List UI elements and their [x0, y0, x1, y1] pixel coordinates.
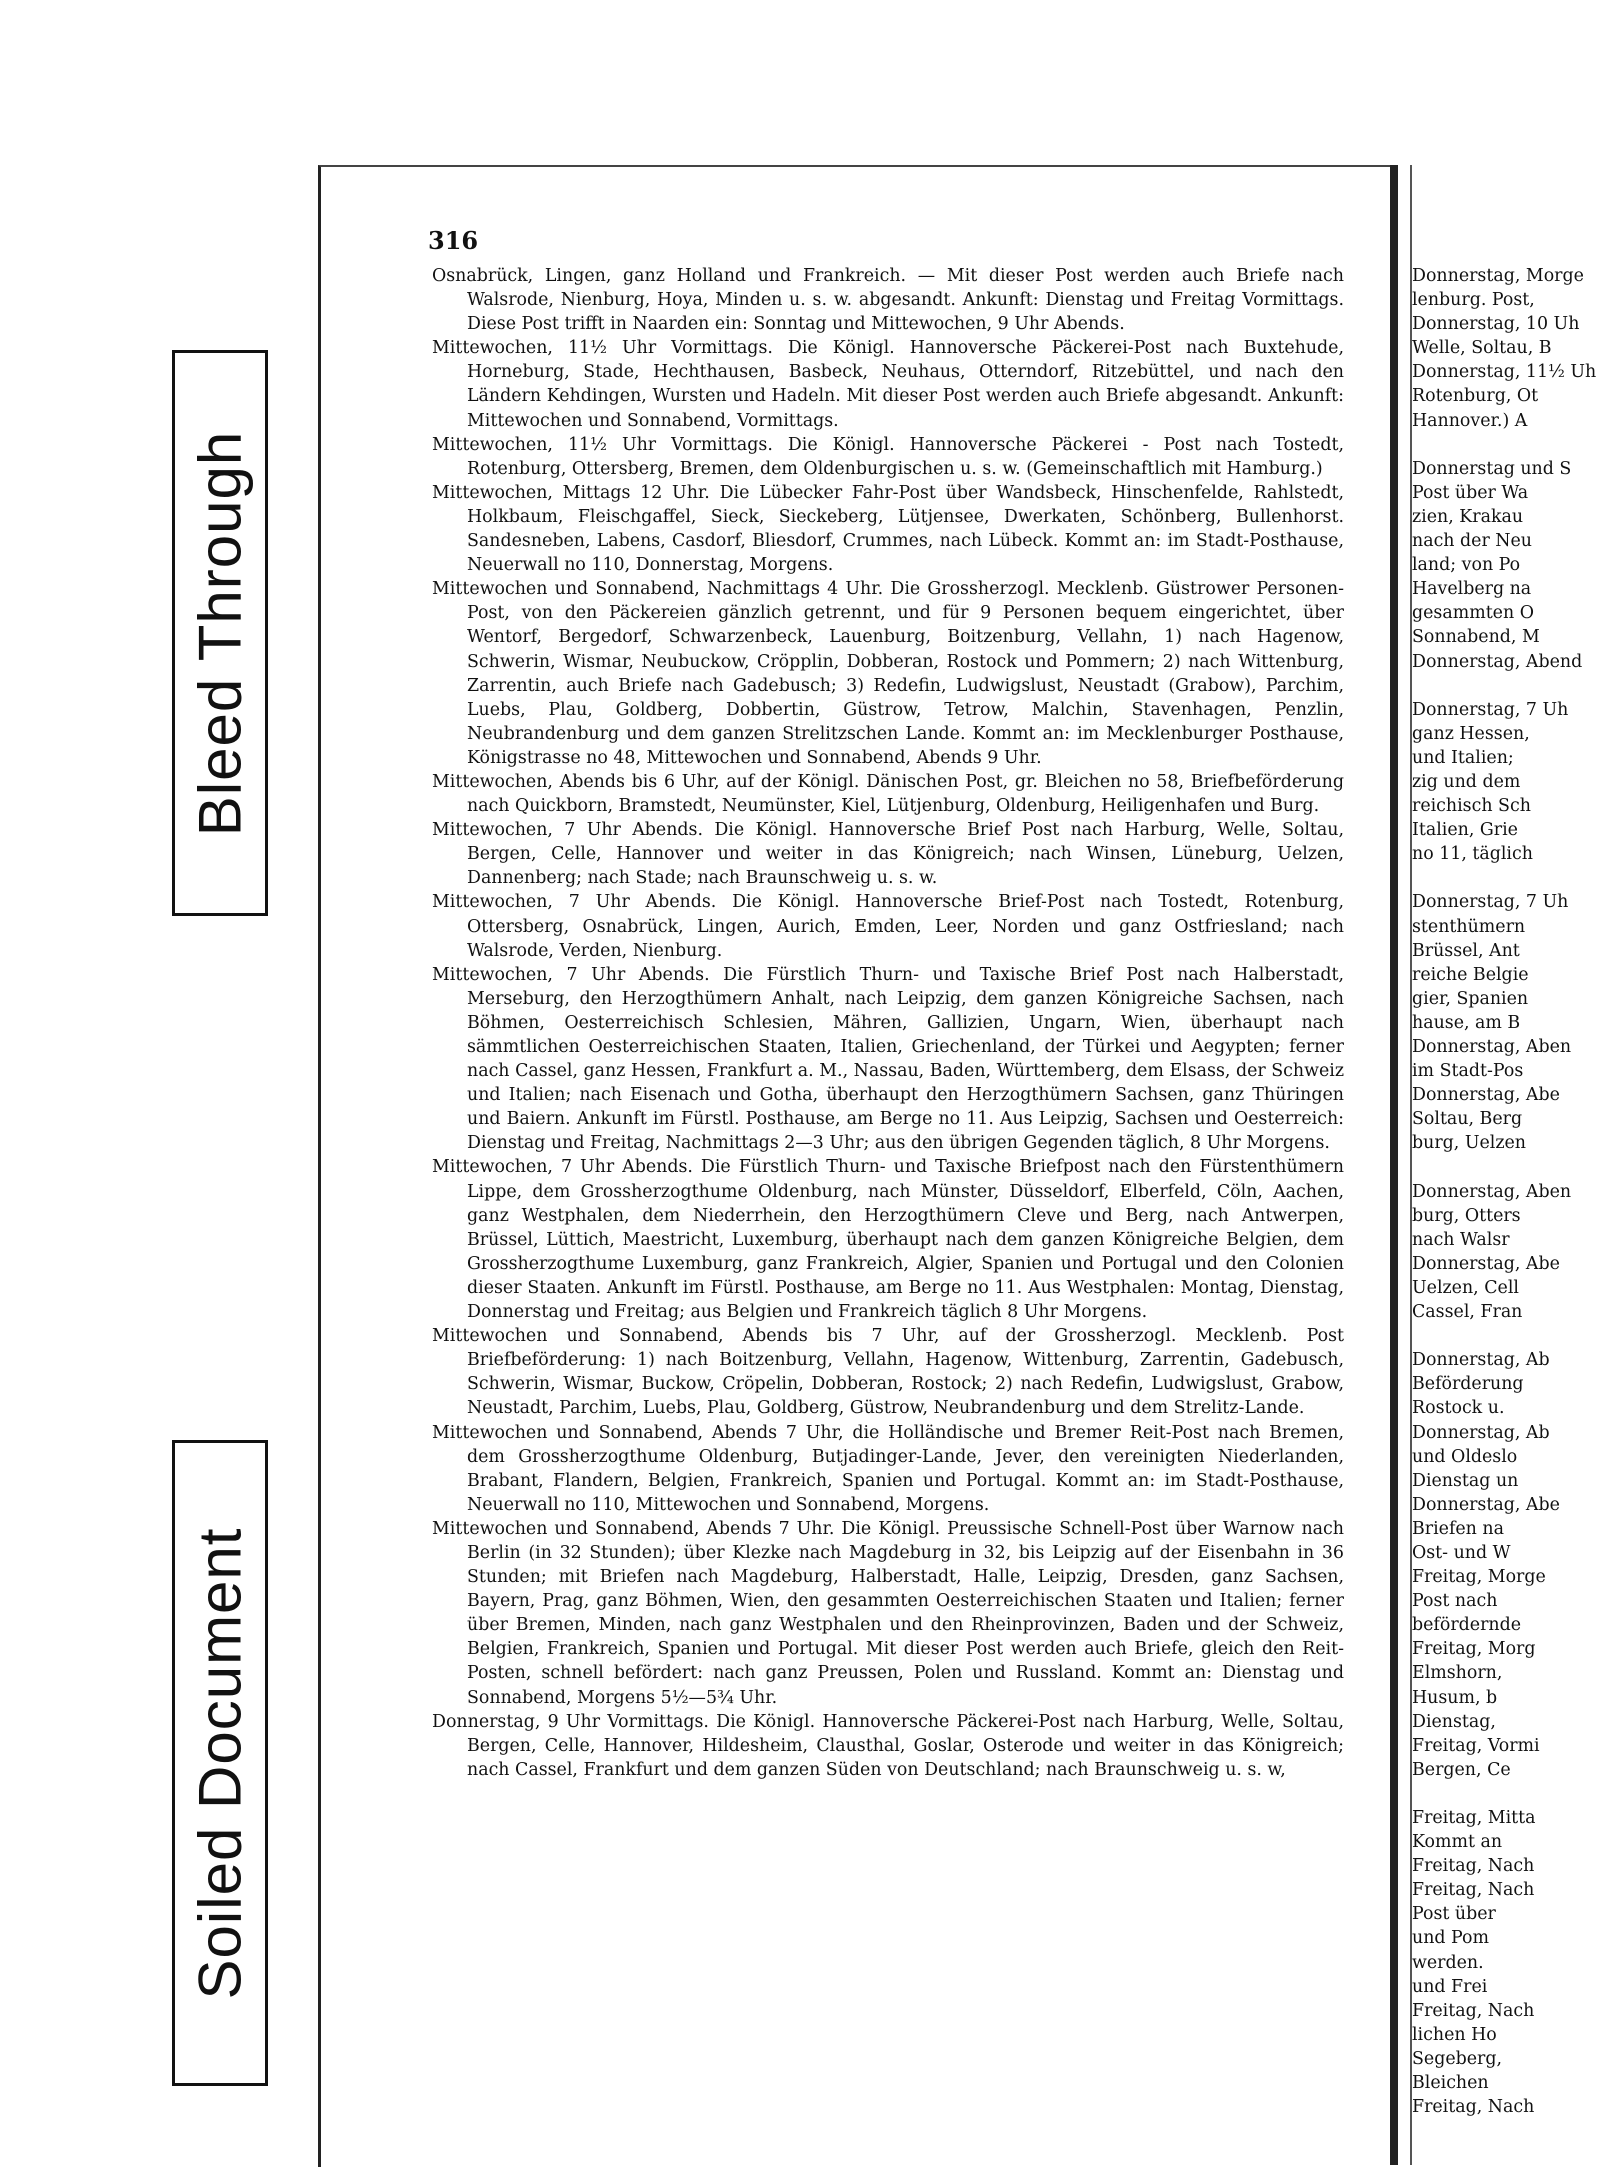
schedule-entry: Mittewochen, 11½ Uhr Vormittags. Die Königl. Hannoversche Päckerei - Post nach Tostedt, Rotenburg, Ottersberg, Bremen, dem Oldenburgischen u. s. w. (Gemeinschaftlich mit Hamburg.) [432, 434, 1344, 479]
right-page-line: no 11, täglich [1412, 844, 1533, 865]
bleed-through-label [172, 350, 268, 916]
right-page-line: Donnerstag, 10 Uh [1412, 314, 1580, 335]
bleed-through-text: Bleed Through [186, 430, 254, 836]
right-page-line: gier, Spanien [1412, 988, 1529, 1009]
right-page-line: ganz Hessen, [1412, 723, 1530, 744]
right-page-line: Donnerstag, Ab [1412, 1422, 1550, 1443]
right-page-line: Donnerstag, Aben [1412, 1037, 1572, 1057]
schedule-entry: Mittewochen und Sonnabend, Abends 7 Uhr, die Holländische und Bremer Reit-Post nach Bremen, dem Grossherzogthume Oldenburg, Butjadinger-Lande, Jever, den vereinigten Niederlanden, Brabant, Flandern, Belgien, Frankreich, Spanien und Portugal. Kommt an: im Stadt-Posthause, Neuerwall no 110, Mittewochen und Sonnabend, Morgens. [432, 1422, 1344, 1515]
right-page-line: Welle, Soltau, B [1412, 338, 1552, 359]
right-page-line: reiche Belgie [1412, 964, 1529, 985]
right-page-line: und Oldeslo [1412, 1446, 1518, 1467]
right-page-line: Freitag, Mitta [1412, 1808, 1536, 1828]
right-page-line: reichisch Sch [1412, 796, 1531, 817]
right-page-line: Freitag, Nach [1412, 1856, 1535, 1877]
right-page-line: Donnerstag, Abe [1412, 1494, 1560, 1515]
right-page-line: Havelberg na [1412, 579, 1532, 600]
right-page-line: Freitag, Morge [1412, 1567, 1546, 1588]
right-page-line: Kommt an [1412, 1832, 1503, 1853]
right-page-line: Segeberg, [1412, 2048, 1503, 2069]
right-page-line: Soltau, Berg [1412, 1109, 1523, 1130]
right-page-line: Freitag, Vormi [1412, 1735, 1540, 1756]
right-page-line: lenburg. Post, [1412, 290, 1535, 311]
schedule-entry: Mittewochen und Sonnabend, Abends 7 Uhr. Die Königl. Preussische Schnell-Post über Warnow nach Berlin (in 32 Stunden); über Klezke nach Magdeburg in 32, bis Leipzig auf der Eisenbahn in 36 Stunden; mit Briefen nach Magdeburg, Halberstadt, Halle, Leipzig, Dresden, ganz Sachsen, Bayern, Prag, ganz Böhmen, Wien, den gesammten Oesterreichischen Staaten und Italien; ferner über Bremen, Minden, nach ganz Westphalen und den Rheinprovinzen, Baden und der Schweiz, Belgien, Frankreich, Spanien und Portugal. Mit dieser Post werden auch Briefe, gleich den Reit-Posten, schnell befördert: nach ganz Preussen, Polen und Russland. Kommt an: Dienstag und Sonnabend, Morgens 5½—5¾ Uhr. [432, 1518, 1344, 1708]
right-page-line: Freitag, Nach [1412, 2000, 1535, 2021]
right-page-line [1412, 1782, 1600, 1806]
right-page-line: Husum, b [1412, 1687, 1498, 1708]
right-page-line: Donnerstag, 11½ Uh [1412, 362, 1597, 383]
right-page-line: burg, Uelzen [1412, 1133, 1526, 1154]
schedule-entry: Mittewochen und Sonnabend, Nachmittags 4 Uhr. Die Grossherzogl. Mecklenb. Güstrower Personen-Post, von den Päckereien gänzlich getrennt, und für 9 Personen bequem eingerichtet, über Wentorf, Bergedorf, Schwarzenbeck, Lauenburg, Boitzenburg, Vellahn, 1) nach Hagenow, Schwerin, Wismar, Neubuckow, Cröpplin, Dobberan, Rostock und Pommern; 2) nach Wittenburg, Zarrentin, auch Briefe nach Gadebusch; 3) Redefin, Ludwigslust, Neustadt (Grabow), Parchim, Luebs, Plau, Goldberg, Dobbertin, Güstrow, Tetrow, Malchin, Stavenhagen, Penzlin, Neubrandenburg und dem ganzen Strelitzschen Lande. Kommt an: im Mecklenburger Posthause, Königstrasse no 48, Mittewochen und Sonnabend, Abends 9 Uhr. [432, 579, 1344, 768]
right-page-line: Donnerstag, 7 Uh [1412, 699, 1569, 720]
right-page-line: Hannover.) A [1412, 410, 1528, 431]
book-gutter [1390, 165, 1398, 2165]
right-page-line: Freitag, Nach [1412, 1880, 1535, 1901]
right-page-line: Donnerstag, Ab [1412, 1350, 1550, 1371]
right-page-line [1412, 1324, 1600, 1348]
soiled-document-label [172, 1440, 268, 2086]
schedule-entry: Mittewochen, 7 Uhr Abends. Die Fürstlich Thurn- und Taxische Brief Post nach Halberstadt, Merseburg, den Herzogthümern Anhalt, nach Leipzig, dem ganzen Königreiche Sachsen, nach Böhmen, Oesterreichisch Schlesien, Mähren, Gallizien, Ungarn, Wien, überhaupt nach sämmtlichen Oesterreichischen Staaten, Italien, Griechenland, der Türkei und Aegypten; ferner nach Cassel, ganz Hessen, Frankfurt a. M., Nassau, Baden, Württemberg, dem Elsass, der Schweiz und Italien; nach Eisenach und Gotha, überhaupt den Herzogthümern Sachsen, ganz Thüringen und Baiern. Ankunft im Fürstl. Posthause, am Berge no 11. Aus Leipzig, Sachsen und Oesterreich: Dienstag und Freitag, Nachmittags 2—3 Uhr; aus den übrigen Gegenden täglich, 8 Uhr Morgens. [432, 964, 1344, 1154]
right-page-line: Dienstag un [1412, 1470, 1519, 1491]
right-page-line: Bergen, Ce [1412, 1759, 1511, 1780]
right-page-line: Donnerstag, Abe [1412, 1085, 1560, 1106]
schedule-entry: Donnerstag, 9 Uhr Vormittags. Die Königl. Hannoversche Päckerei-Post nach Harburg, Welle, Soltau, Bergen, Celle, Hannover, Hildesheim, Clausthal, Goslar, Osterode und weiter in das Königreich; nach Cassel, Frankfurt und dem ganzen Süden von Deutschland; nach Braunschweig u. s. w, [432, 1711, 1344, 1780]
schedule-entry: Osnabrück, Lingen, ganz Holland und Frankreich. — Mit dieser Post werden auch Briefe nach Walsrode, Nienburg, Hoya, Minden u. s. w. abgesandt. Ankunft: Dienstag und Freitag Vormittags. Diese Post trifft in Naarden ein: Sonntag und Mittewochen, 9 Uhr Abends. [432, 266, 1344, 335]
right-page-line: Briefen na [1412, 1518, 1504, 1539]
right-page-line [1412, 1155, 1600, 1179]
right-page-line: Italien, Grie [1412, 820, 1518, 841]
right-page-line: Donnerstag, Morge [1412, 266, 1584, 286]
schedule-entry: Mittewochen, Abends bis 6 Uhr, auf der Königl. Dänischen Post, gr. Bleichen no 58, Briefbeförderung nach Quickborn, Bramstedt, Neumünster, Kiel, Lütjenburg, Oldenburg, Heiligenhafen und Burg. [432, 771, 1344, 817]
right-page-line: Beförderung [1412, 1374, 1524, 1395]
right-page-line [1412, 866, 1600, 890]
right-page-line: Donnerstag und S [1412, 458, 1572, 479]
schedule-entry: Mittewochen, 7 Uhr Abends. Die Königl. Hannoversche Brief Post nach Harburg, Welle, Soltau, Bergen, Celle, Hannover und weiter in das Königreich; nach Winsen, Lüneburg, Uelzen, Dannenberg; nach Stade; nach Braunschweig u. s. w. [432, 820, 1344, 889]
right-page-line: zig und dem [1412, 771, 1521, 792]
schedule-entry: Mittewochen, 7 Uhr Abends. Die Königl. Hannoversche Brief-Post nach Tostedt, Rotenburg, Ottersberg, Osnabrück, Lingen, Aurich, Emden, Leer, Norden und ganz Ostfriesland; nach Walsrode, Verden, Nienburg. [432, 892, 1344, 961]
right-page-line: befördernde [1412, 1615, 1522, 1636]
right-page-line: Donnerstag, Abend [1412, 651, 1583, 672]
right-page-line: Sonnabend, M [1412, 627, 1540, 648]
schedule-entry: Mittewochen und Sonnabend, Abends bis 7 Uhr, auf der Grossherzogl. Mecklenb. Post Briefbeförderung: 1) nach Boitzenburg, Vellahn, Hagenow, Wittenburg, Zarrentin, Gadebusch, Schwerin, Wismar, Buckow, Cröpelin, Dobberan, Rostock; 2) nach Redefin, Ludwigslust, Grabow, Neustadt, Parchim, Luebs, Plau, Goldberg, Güstrow, Neubrandenburg und dem Strelitz-Lande. [432, 1326, 1344, 1419]
right-page-line: Elmshorn, [1412, 1663, 1503, 1684]
right-page-line: und Frei [1412, 1976, 1488, 1997]
right-page-line: Donnerstag, Abe [1412, 1253, 1560, 1274]
right-page-line: lichen Ho [1412, 2024, 1497, 2045]
right-page-line: Freitag, Nach [1412, 2097, 1535, 2118]
right-page-line: werden. [1412, 1952, 1484, 1973]
right-page-line: Rostock u. [1412, 1398, 1505, 1419]
right-page-line: nach der Neu [1412, 531, 1533, 552]
right-page-line: nach Walsr [1412, 1229, 1510, 1250]
right-page-line: Cassel, Fran [1412, 1302, 1523, 1323]
right-page-line: Dienstag, [1412, 1711, 1496, 1732]
right-page-line: Rotenburg, Ot [1412, 386, 1539, 407]
right-page-line: zien, Krakau [1412, 506, 1524, 527]
page-number: 316 [428, 226, 479, 255]
right-page-line: Donnerstag, 7 Uh [1412, 892, 1569, 913]
schedule-entry: Mittewochen, 7 Uhr Abends. Die Fürstlich Thurn- und Taxische Briefpost nach den Fürstenthümern Lippe, dem Grossherzogthume Oldenburg, nach Münster, Düsseldorf, Elberfeld, Cöln, Aachen, ganz Westphalen, dem Niederrhein, den Herzogthümern Cleve und Berg, nach Antwerpen, Brüssel, Lüttich, Maestricht, Luxemburg, überhaupt nach dem ganzen Königreiche Belgien, dem Grossherzogthume Luxemburg, ganz Frankreich, Algier, Spanien und Portugal und den Colonien dieser Staaten. Ankunft im Fürstl. Posthause, am Berge no 11. Aus Westphalen: Montag, Dienstag, Donnerstag und Freitag; aus Belgien und Frankreich täglich 8 Uhr Morgens. [432, 1157, 1344, 1323]
right-page-line: im Stadt-Pos [1412, 1061, 1524, 1082]
schedule-entry: Mittewochen, Mittags 12 Uhr. Die Lübecker Fahr-Post über Wandsbeck, Hinschenfelde, Rahlstedt, Holkbaum, Fleischgaffel, Sieck, Sieckeberg, Lütjensee, Dwerkaten, Schönberg, Bullenhorst. Sandesneben, Labens, Casdorf, Bliesdorf, Crummes, nach Lübeck. Kommt an: im Stadt-Posthause, Neuerwall no 110, Donnerstag, Morgens. [432, 482, 1344, 576]
right-page-line: gesammten O [1412, 603, 1534, 624]
schedule-entry: Mittewochen, 11½ Uhr Vormittags. Die Königl. Hannoversche Päckerei-Post nach Buxtehude, Horneburg, Stade, Hechthausen, Basbeck, Neuhaus, Otterndorf, Ritzebüttel, und nach den Ländern Kehdingen, Wursten und Hadeln. Mit dieser Post werden auch Briefe abgesandt. Ankunft: Mittewochen und Sonnabend, Vormittags. [432, 338, 1344, 431]
right-page-line: Uelzen, Cell [1412, 1277, 1519, 1298]
right-page-text [1412, 264, 1600, 2119]
right-page-line: Freitag, Morg [1412, 1639, 1536, 1660]
right-page-line: Brüssel, Ant [1412, 940, 1520, 961]
right-page-line: Post nach [1412, 1591, 1498, 1612]
post-schedule-text [432, 264, 1344, 1782]
soiled-document-text: Soiled Document [186, 1527, 254, 1999]
right-page-line: Post über Wa [1412, 482, 1529, 503]
right-page-line: Ost- und W [1412, 1542, 1511, 1563]
right-page-line: Bleichen [1412, 2073, 1489, 2094]
right-page-line: und Pom [1412, 1928, 1490, 1949]
right-page-line [1412, 433, 1600, 457]
right-page-line: burg, Otters [1412, 1205, 1521, 1226]
right-page-line: stenthümern [1412, 916, 1526, 937]
right-page-line: Post über [1412, 1904, 1496, 1925]
right-page-line: land; von Po [1412, 555, 1521, 576]
right-page-line: hause, am B [1412, 1012, 1521, 1033]
right-page-line [1412, 674, 1600, 698]
right-page-line: und Italien; [1412, 747, 1514, 768]
right-page-line: Donnerstag, Aben [1412, 1181, 1572, 1202]
